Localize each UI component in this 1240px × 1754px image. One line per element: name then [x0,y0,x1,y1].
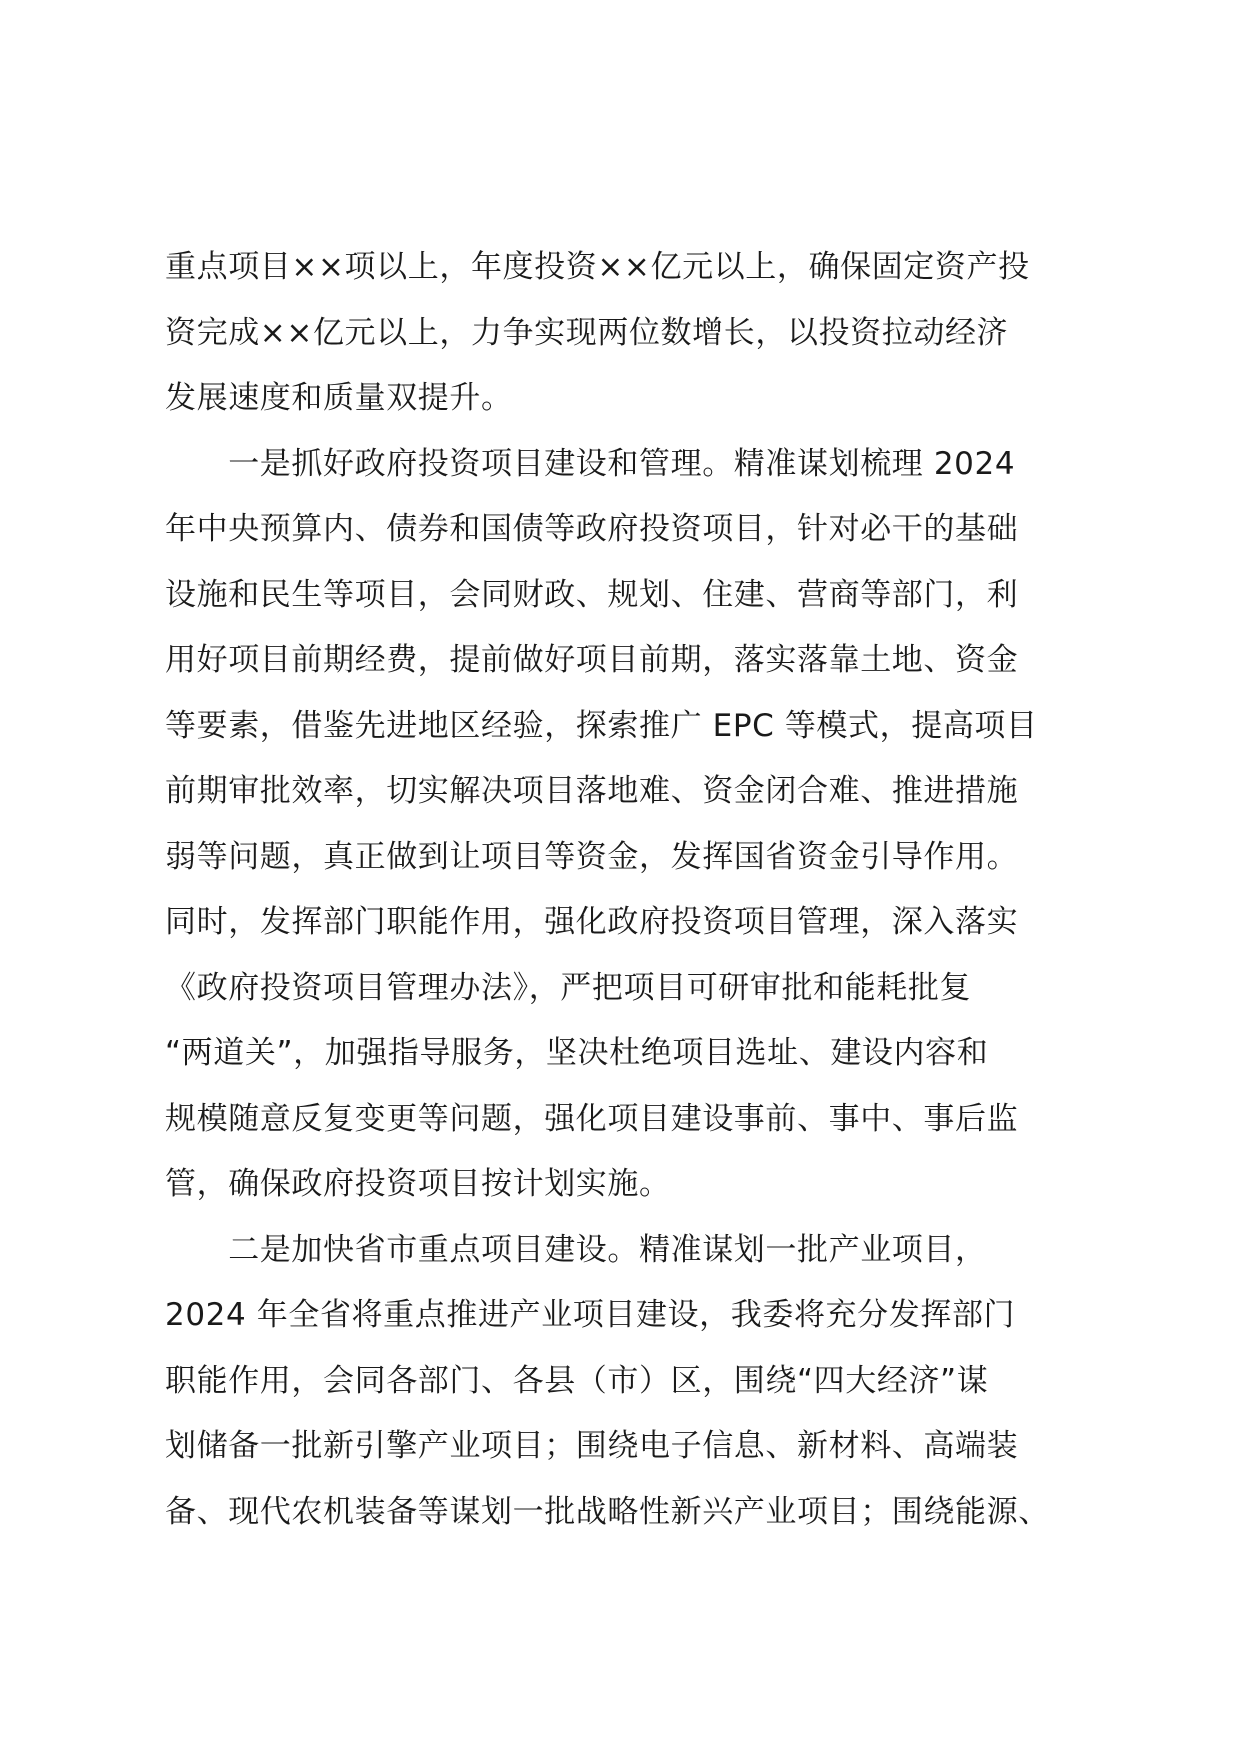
text-line: 发展速度和质量双提升。 [165,380,513,416]
text-line: 设施和民生等项目，会同财政、规划、住建、营商等部门，利 [165,576,1019,613]
text-line: 年中央预算内、债券和国债等政府投资项目，针对必干的基础 [165,511,1019,547]
text-line: 重点项目××项以上，年度投资××亿元以上，确保固定资产投 [165,249,1030,285]
text-line: 弱等问题，真正做到让项目等资金，发挥国省资金引导作用。 [165,838,1019,875]
text-line: “两道关”，加强指导服务，坚决杜绝项目选址、建设内容和 [165,1035,989,1071]
text-line: 备、现代农机装备等谋划一批战略性新兴产业项目；围绕能源、 [165,1493,1050,1530]
text-line: 《政府投资项目管理办法》，严把项目可研审批和能耗批复 [165,969,972,1006]
text-line: 管，确保政府投资项目按计划实施。 [165,1166,671,1202]
text-line: 等要素，借鉴先进地区经验，探索推广 EPC 等模式，提高项目 [165,707,1038,744]
text-line: 规模随意反复变更等问题，强化项目建设事前、事中、事后监 [165,1100,1019,1137]
body-text [165,235,1125,1545]
text-line: 用好项目前期经费，提前做好项目前期，落实落靠土地、资金 [165,642,1019,678]
text-line: 一是抓好政府投资项目建设和管理。精准谋划梳理 2024 [165,445,1016,482]
text-line: 同时，发挥部门职能作用，强化政府投资项目管理，深入落实 [165,904,1019,940]
text-line: 前期审批效率，切实解决项目落地难、资金闭合难、推进措施 [165,773,1019,809]
text-line: 资完成××亿元以上，力争实现两位数增长，以投资拉动经济 [165,314,1009,351]
text-line: 划储备一批新引擎产业项目；围绕电子信息、新材料、高端装 [165,1428,1019,1464]
text-line: 二是加快省市重点项目建设。精准谋划一批产业项目， [165,1231,987,1268]
text-line: 2024 年全省将重点推进产业项目建设，我委将充分发挥部门 [165,1297,1016,1333]
text-line: 职能作用，会同各部门、各县（市）区，围绕“四大经济”谋 [165,1362,989,1399]
